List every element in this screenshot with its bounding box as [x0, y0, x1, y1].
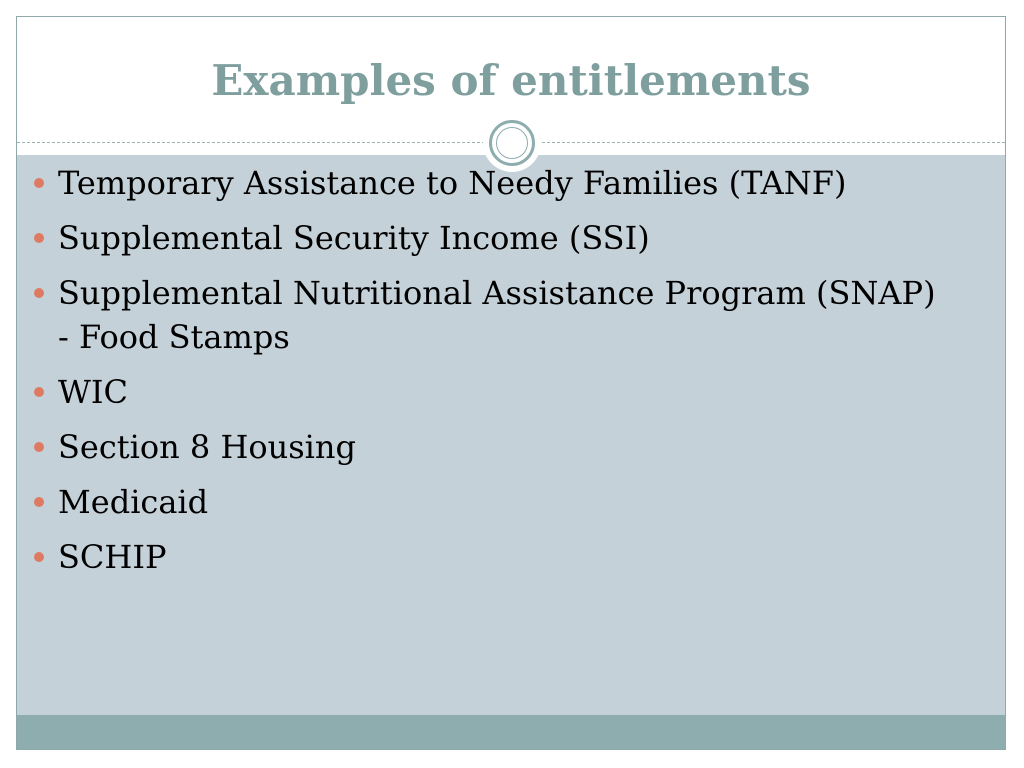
bullet-dot-icon [34, 387, 44, 397]
bullet-dot-icon [34, 552, 44, 562]
ornament-ring [489, 120, 535, 166]
bullet-item [30, 216, 950, 260]
bullet-text: Section 8 Housing [58, 428, 356, 466]
footer-band [17, 715, 1005, 750]
bullet-item [30, 271, 950, 359]
bullet-dot-icon [34, 233, 44, 243]
bullet-item [30, 370, 950, 414]
ornament-inner-ring [496, 127, 528, 159]
bullet-item [30, 535, 950, 579]
bullet-text: Supplemental Nutritional Assistance Program (SNAP) - Food Stamps [58, 274, 936, 356]
bullet-item [30, 480, 950, 524]
bullet-text: Temporary Assistance to Needy Families (TANF) [58, 164, 847, 202]
bullet-dot-icon [34, 442, 44, 452]
bullet-dot-icon [34, 178, 44, 188]
bullet-dot-icon [34, 288, 44, 298]
bullet-item [30, 425, 950, 469]
bullet-text: Supplemental Security Income (SSI) [58, 219, 650, 257]
slide-title: Examples of entitlements [211, 56, 811, 105]
bullet-list [30, 161, 950, 590]
bullet-item [30, 161, 950, 205]
bullet-text: SCHIP [58, 538, 167, 576]
bullet-text: WIC [58, 373, 129, 411]
bullet-text: Medicaid [58, 483, 209, 521]
bullet-dot-icon [34, 497, 44, 507]
